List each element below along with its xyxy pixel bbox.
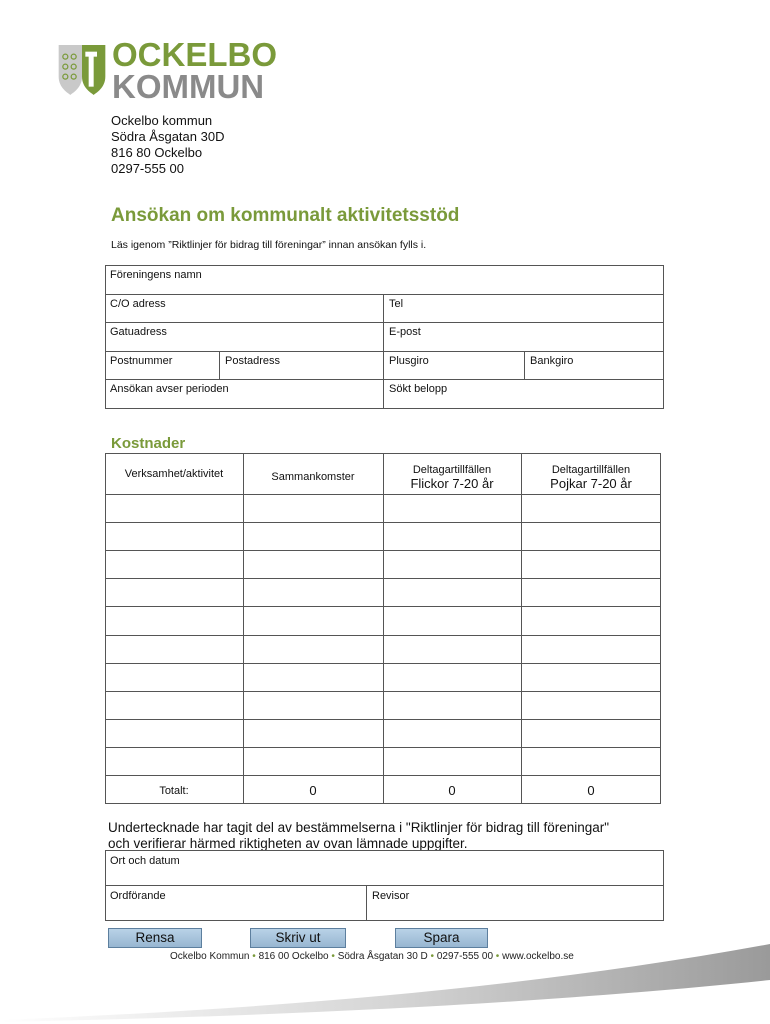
address-line-street: Södra Åsgatan 30D: [111, 129, 225, 144]
cost-cell-boys[interactable]: [522, 607, 660, 634]
footer-separator-icon: •: [331, 951, 335, 962]
cost-cell-boys[interactable]: [522, 495, 660, 521]
declaration-line-1: Undertecknade har tagit del av bestämmelserna i "Riktlinjer för bidrag till föreningar": [108, 820, 610, 835]
logo-text-kommun: KOMMUN: [112, 68, 265, 105]
cost-cell-activity[interactable]: [106, 664, 242, 690]
field-bankgiro[interactable]: Bankgiro: [530, 355, 574, 367]
ockelbo-coat-of-arms-icon: [57, 42, 107, 98]
footer-separator-icon: •: [495, 951, 500, 962]
footer-separator-icon: •: [430, 951, 435, 962]
sender-address: [111, 113, 224, 177]
save-button[interactable]: Spara: [395, 928, 488, 948]
address-line-name: Ockelbo kommun: [111, 113, 213, 128]
page-title: Ansökan om kommunalt aktivitetsstöd: [111, 205, 460, 226]
footer-separator-icon: •: [252, 951, 256, 962]
cost-cell-meetings[interactable]: [244, 551, 382, 577]
cost-cell-activity[interactable]: [106, 636, 242, 662]
total-girls: 0: [448, 783, 456, 798]
cost-cell-girls[interactable]: [384, 748, 520, 774]
field-amount[interactable]: Sökt belopp: [389, 383, 448, 395]
cost-cell-meetings[interactable]: [244, 748, 382, 774]
address-line-phone: 0297-555 00: [111, 161, 185, 176]
header-boys: [521, 463, 661, 491]
cost-cell-girls[interactable]: [384, 607, 520, 634]
cost-cell-meetings[interactable]: [244, 720, 382, 746]
address-line-postal: 816 80 Ockelbo: [111, 145, 203, 160]
costs-section-title: Kostnader: [111, 435, 186, 452]
header-boys-bottom: Pojkar 7-20 år: [550, 476, 632, 491]
cost-cell-girls[interactable]: [384, 523, 520, 549]
cost-cell-girls[interactable]: [384, 579, 520, 605]
field-period[interactable]: Ansökan avser perioden: [110, 383, 229, 395]
footer-website[interactable]: www.ockelbo.se: [502, 951, 574, 962]
total-label: Totalt:: [159, 785, 189, 797]
cost-cell-activity[interactable]: [106, 720, 242, 746]
intro-text: Läs igenom ”Riktlinjer för bidrag till föreningar” innan ansökan fylls i.: [111, 239, 427, 251]
cost-cell-boys[interactable]: [522, 720, 660, 746]
header-girls: [383, 463, 521, 491]
cost-cell-boys[interactable]: [522, 636, 660, 662]
cost-cell-meetings[interactable]: [244, 523, 382, 549]
cost-cell-boys[interactable]: [522, 692, 660, 718]
cost-cell-boys[interactable]: [522, 748, 660, 774]
header-meetings: Sammankomster: [271, 471, 355, 483]
header-girls-top: Deltagartillfällen: [412, 464, 492, 476]
field-co-address[interactable]: C/O adress: [110, 298, 166, 310]
cost-cell-meetings[interactable]: [244, 692, 382, 718]
footer-street: Södra Åsgatan 30 D: [337, 951, 428, 962]
cost-cell-girls[interactable]: [384, 720, 520, 746]
cost-cell-activity[interactable]: [106, 495, 242, 521]
field-postal-city[interactable]: Postadress: [225, 355, 281, 367]
cost-cell-meetings[interactable]: [244, 607, 382, 634]
field-email[interactable]: E-post: [389, 326, 421, 338]
cost-cell-boys[interactable]: [522, 579, 660, 605]
total-meetings: 0: [309, 783, 317, 798]
logo-text-ockelbo: OCKELBO: [112, 36, 277, 73]
field-place-date[interactable]: Ort och datum: [110, 855, 180, 867]
cost-cell-activity[interactable]: [106, 748, 242, 774]
cost-cell-boys[interactable]: [522, 551, 660, 577]
field-auditor[interactable]: Revisor: [372, 890, 410, 902]
cost-cell-activity[interactable]: [106, 551, 242, 577]
declaration-text: [108, 820, 668, 852]
footer-phone: 0297-555 00: [436, 951, 494, 962]
clear-button[interactable]: Rensa: [108, 928, 202, 948]
cost-cell-activity[interactable]: [106, 692, 242, 718]
footer-postal: 816 00 Ockelbo: [258, 951, 329, 962]
cost-cell-boys[interactable]: [522, 664, 660, 690]
footer-org: Ockelbo Kommun: [170, 951, 250, 962]
cost-cell-girls[interactable]: [384, 636, 520, 662]
cost-cell-activity[interactable]: [106, 579, 242, 605]
header-boys-top: Deltagartillfällen: [551, 464, 631, 476]
field-chairman[interactable]: Ordförande: [110, 890, 166, 902]
field-street-address[interactable]: Gatuadress: [110, 326, 167, 338]
field-phone[interactable]: Tel: [389, 298, 404, 310]
footer-contact: [170, 951, 574, 962]
field-postal-code[interactable]: Postnummer: [110, 355, 173, 367]
cost-cell-girls[interactable]: [384, 551, 520, 577]
cost-cell-girls[interactable]: [384, 664, 520, 690]
field-association-name[interactable]: Föreningens namn: [110, 269, 202, 281]
print-button[interactable]: Skriv ut: [250, 928, 346, 948]
cost-cell-meetings[interactable]: [244, 636, 382, 662]
cost-cell-girls[interactable]: [384, 495, 520, 521]
cost-cell-activity[interactable]: [106, 607, 242, 634]
declaration-line-2: och verifierar härmed riktigheten av ovan lämnade uppgifter.: [108, 836, 468, 851]
cost-cell-meetings[interactable]: [244, 664, 382, 690]
cost-cell-activity[interactable]: [106, 523, 242, 549]
cost-cell-meetings[interactable]: [244, 495, 382, 521]
header-girls-bottom: Flickor 7-20 år: [410, 476, 494, 491]
cost-cell-girls[interactable]: [384, 692, 520, 718]
header-activity: Verksamhet/aktivitet: [124, 468, 224, 480]
cost-cell-meetings[interactable]: [244, 579, 382, 605]
total-boys: 0: [587, 783, 595, 798]
field-plusgiro[interactable]: Plusgiro: [389, 355, 429, 367]
cost-cell-boys[interactable]: [522, 523, 660, 549]
